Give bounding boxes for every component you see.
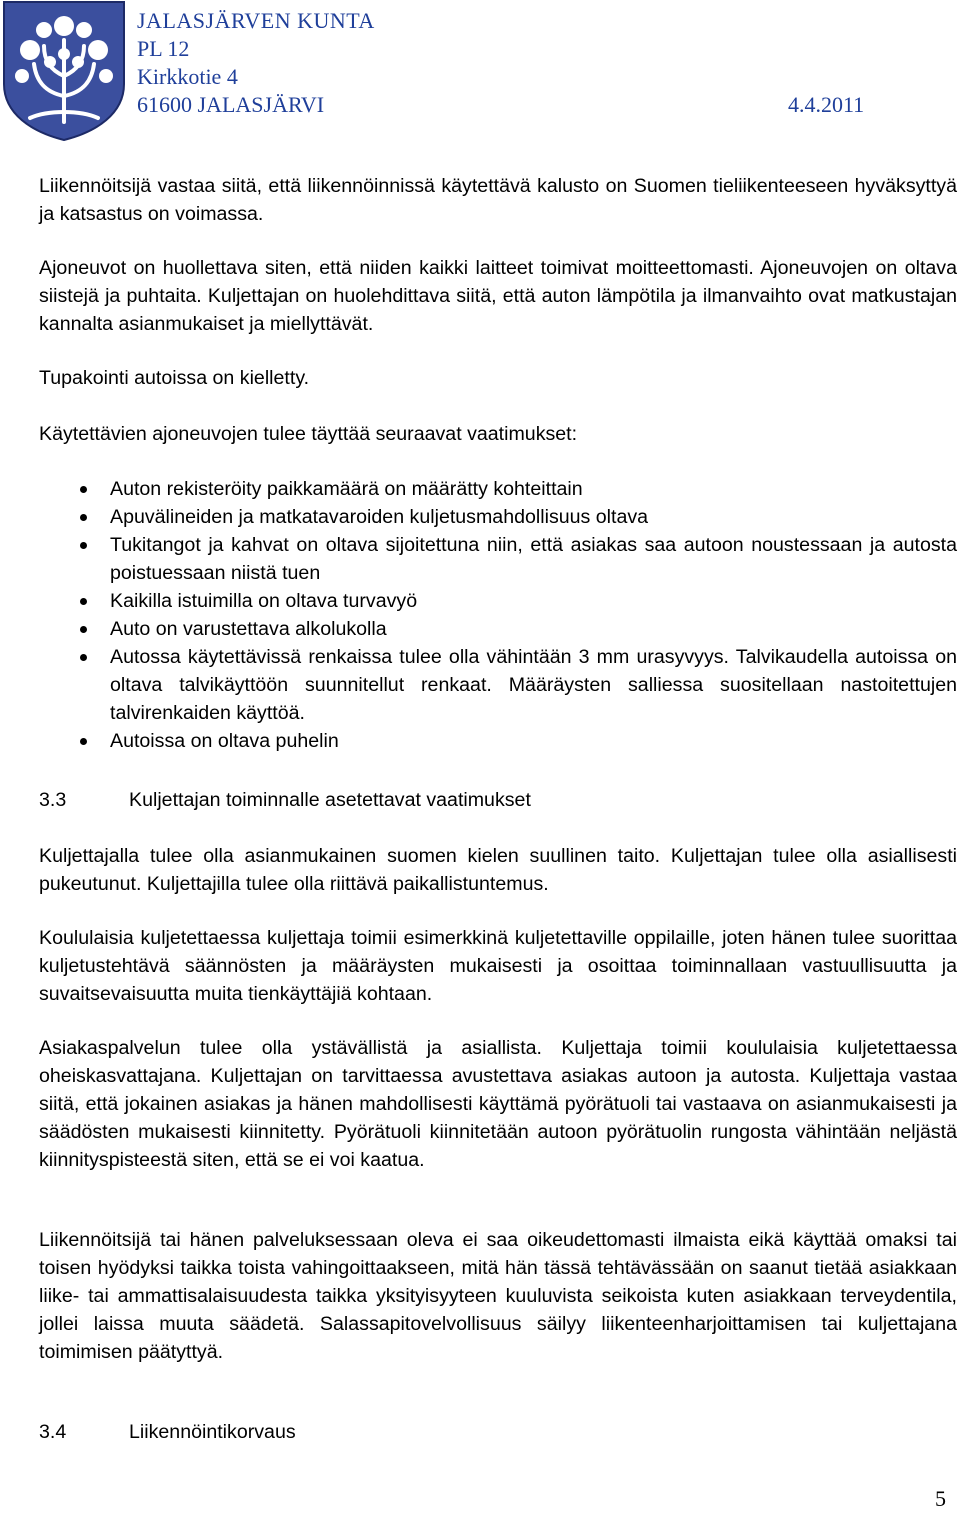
bullet-icon [80, 738, 87, 745]
page-number: 5 [935, 1486, 946, 1511]
vehicle-requirements-list [39, 475, 957, 755]
bullet-icon [80, 514, 87, 521]
header-organization: JALASJÄRVEN KUNTA [137, 8, 375, 33]
list-item: Apuvälineiden ja matkatavaroiden kuljetusmahdollisuus oltava [39, 503, 957, 531]
paragraph-customer-service: Asiakaspalvelun tulee olla ystävällistä ja asiallista. Kuljettaja toimii koululaisia kuljetettaessa oheiskasvattajana. Kuljettajan on tarvittaessa avustettava asiakas autoon ja autosta. Kuljettaja vastaa siitä, että jokainen asiakas ja hänen mahdollisesti käyttämä pyörätuoli tai vastaava on asianmukaisesti ja säädösten mukaisesti kiinnitetty. Pyörätuoli kiinnitetään autoon pyörätuolin rungosta vähintään neljästä kiinnityspisteestä siten, että se ei voi kaatua. [39, 1037, 957, 1171]
coat-of-arms-logo [0, 0, 128, 142]
bullet-icon [80, 654, 87, 661]
list-item: Auto on varustettava alkolukolla [39, 615, 957, 643]
bullet-icon [80, 542, 87, 549]
list-item: Kaikilla istuimilla on oltava turvavyö [39, 587, 957, 615]
list-item: Autoissa on oltava puhelin [39, 727, 957, 755]
header-date: 4.4.2011 [788, 92, 865, 117]
section-title: Liikennöintikorvaus [129, 1421, 296, 1443]
paragraph-driver-example: Koululaisia kuljetettaessa kuljettaja toimii esimerkkinä kuljetettaville oppilaille, joten hänen tulee suorittaa kuljetustehtävä säännösten ja määräysten mukaisesti ja osoittaa toiminnallaan vastuullisuutta ja suvaitsevaisuutta muita tienkäyttäjiä kohtaan. [39, 927, 957, 1005]
bullet-icon [80, 626, 87, 633]
paragraph-driver-language: Kuljettajalla tulee olla asianmukainen suomen kielen suullinen taito. Kuljettajan tulee olla asiallisesti pukeutunut. Kuljettajilla tulee olla riittävä paikallistuntemus. [39, 845, 957, 895]
paragraph-requirements-intro: Käytettävien ajoneuvojen tulee täyttää seuraavat vaatimukset: [39, 423, 578, 445]
header-po-box: PL 12 [137, 36, 190, 61]
section-number: 3.3 [39, 789, 67, 811]
paragraph-vehicle-maintenance: Ajoneuvot on huollettava siten, että niiden kaikki laitteet toimivat moitteettomasti. Ajoneuvojen on oltava siistejä ja puhtaita. Kuljettajan on huolehdittava siitä, että auton lämpötila ja ilmanvaihto ovat matkustajan kannalta asianmukaiset ja miellyttävät. [39, 257, 957, 335]
section-number: 3.4 [39, 1421, 67, 1443]
paragraph-no-smoking: Tupakointi autoissa on kielletty. [39, 367, 310, 389]
header-street: Kirkkotie 4 [137, 64, 238, 89]
list-item: Tukitangot ja kahvat on oltava sijoitettuna niin, että asiakas saa autoon noustessaan ja autosta poistuessaan niistä tuen [39, 531, 957, 587]
bullet-icon [80, 598, 87, 605]
paragraph-confidentiality: Liikennöitsijä tai hänen palveluksessaan oleva ei saa oikeudettomasti ilmaista eikä käyttää omaksi tai toisen hyödyksi taikka toista vahingoittaakseen, mitä hän tässä tehtävässään on saanut tietää asiakkaan liike- tai ammattisalaisuudesta taikka yksityisyyteen kuuluvista seikoista kuten asiakkaan terveydentila, jollei laissa muuta säädetä. Salassapitovelvollisuus säilyy liikenteenharjoittamisen tai kuljettajana toimimisen päätyttyä. [39, 1229, 957, 1363]
bullet-icon [80, 486, 87, 493]
header-postal-city: 61600 JALASJÄRVI [137, 92, 325, 117]
list-item: Auton rekisteröity paikkamäärä on määrätty kohteittain [39, 475, 957, 503]
list-item: Autossa käytettävissä renkaissa tulee olla vähintään 3 mm urasyvyys. Talvikaudella autoissa on oltava talvikäyttöön suunnitellut renkaat. Määräysten salliessa suositellaan nastoitettujen talvirenkaiden käyttöä. [39, 643, 957, 727]
section-heading-3-4 [39, 1418, 296, 1446]
section-heading-3-3 [39, 786, 531, 814]
paragraph-vehicle-approval: Liikennöitsijä vastaa siitä, että liikennöinnissä käytettävä kalusto on Suomen tieliikenteeseen hyväksyttyä ja katsastus on voimassa. [39, 175, 957, 225]
section-title: Kuljettajan toiminnalle asetettavat vaatimukset [129, 789, 531, 811]
